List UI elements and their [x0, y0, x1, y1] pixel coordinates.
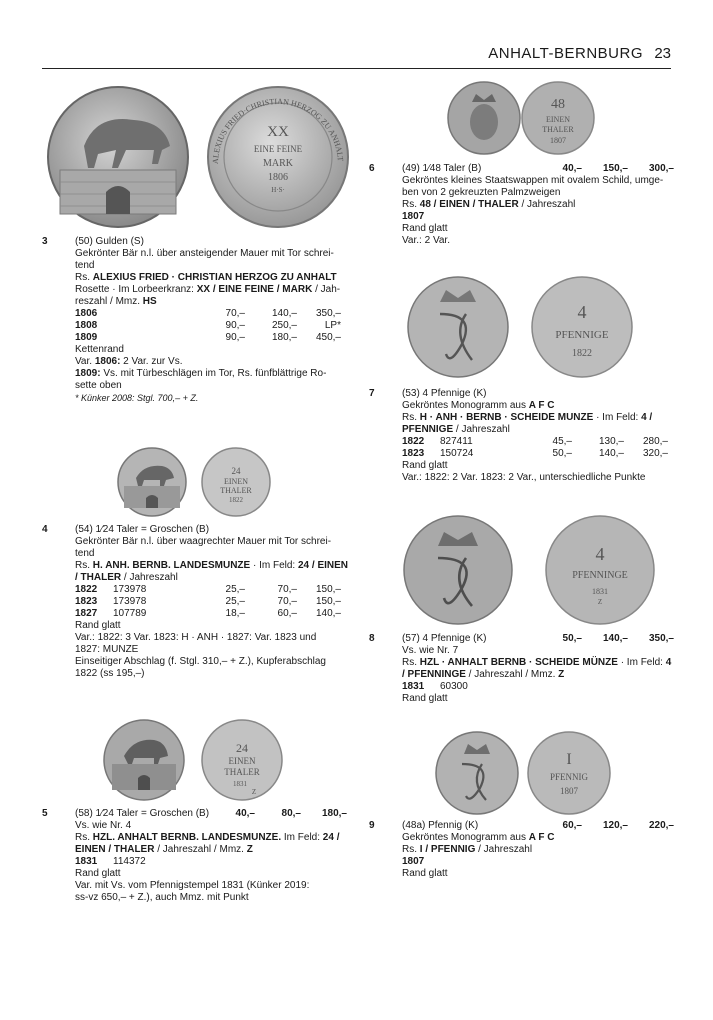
- coin-8-rev-line2: PFENNINGE: [572, 570, 628, 581]
- coin-3-image: [46, 84, 366, 232]
- coin-9-rev-value: I: [566, 751, 572, 768]
- entry-number: 8: [369, 633, 375, 644]
- coin-4-rev-line3: THALER: [220, 486, 252, 495]
- entry-number: 4: [42, 524, 48, 535]
- obverse-desc: Gekrönter Bär n.l. über waagrechter Mauer mit Tor schrei-: [75, 536, 332, 547]
- coin-3-reverse: [208, 87, 348, 227]
- coin-3-rev-value: XX: [267, 124, 289, 140]
- variant-note: 1809: Vs. mit Türbeschlägen im Tor, Rs. fünfblättrige Ro-: [75, 368, 327, 379]
- entry-number: 6: [369, 163, 375, 174]
- edge-desc: Rand glatt: [75, 620, 121, 631]
- variants: Var.: 2 Var.: [402, 235, 450, 246]
- reverse-legend: Rs. HZL · ANHALT BERNB · SCHEIDE MÜNZE · Im Feld: 4: [402, 657, 672, 668]
- reverse-legend: Rs. 48 / EINEN / THALER / Jahreszahl: [402, 199, 576, 210]
- coin-8-image: [402, 514, 664, 626]
- page-number: 23: [654, 45, 671, 62]
- header-rule: [42, 68, 671, 69]
- strike-note-cont: 1822 (ss 195,–): [75, 668, 145, 679]
- entry-header: (54) 1⁄24 Taler = Groschen (B): [75, 524, 210, 535]
- price-row: 1823 173978 25,– 70,– 150,–: [75, 596, 341, 607]
- edge-desc: Rand glatt: [402, 868, 448, 879]
- reverse-legend: Rs. HZL. ANHALT BERNB. LANDESMUNZE. Im Feld: 24 /: [75, 832, 340, 843]
- mintage-row: 1831 114372: [75, 856, 146, 867]
- coin-9-rev-year: 1807: [560, 786, 578, 796]
- entry-header-row: (57) 4 Pfennige (K) 50,– 140,– 350,–: [402, 633, 674, 644]
- variants-cont: ss-vz 650,– + Z.), auch Mmz. mit Punkt: [75, 892, 249, 903]
- coin-4-image: [116, 446, 276, 518]
- coin-4-rev-line2: EINEN: [224, 477, 248, 486]
- coin-4-rev-year: 1822: [229, 496, 243, 504]
- edge-desc: Rand glatt: [402, 223, 448, 234]
- reverse-desc-cont: reszahl / Mmz. HS: [75, 296, 157, 307]
- obverse-desc-cont: tend: [75, 260, 95, 271]
- entry-number: 3: [42, 236, 48, 247]
- coin-6-rev-line3: THALER: [542, 125, 574, 134]
- variants-cont: 1827: MUNZE: [75, 644, 139, 655]
- coin-8-rev-year: 1831: [592, 587, 608, 596]
- reverse-legend: Rs. H · ANH · BERNB · SCHEIDE MUNZE · Im Feld: 4 /: [402, 412, 653, 423]
- entry-header-row: (58) 1⁄24 Taler = Groschen (B) 40,– 80,– 180,–: [75, 808, 347, 819]
- coin-6-rev-value: 48: [551, 97, 565, 112]
- coin-3-rim-legend: ALEXIUS FRIED·CHRISTIAN HERZOG ZU ANHALT: [210, 96, 345, 165]
- coin-7-rev-value: 4: [577, 302, 587, 322]
- entry-number: 5: [42, 808, 48, 819]
- price-row: 1823 150724 50,– 140,– 320,–: [402, 448, 668, 459]
- coin-3-rev-year: 1806: [268, 172, 288, 183]
- coin-7-rev-line2: PFENNIGE: [555, 329, 609, 341]
- edge-desc: Rand glatt: [402, 693, 448, 704]
- reverse-legend: Rs. ALEXIUS FRIED · CHRISTIAN HERZOG ZU ANHALT: [75, 272, 337, 283]
- entry-number: 7: [369, 388, 375, 399]
- running-header-title: ANHALT-BERNBURG: [488, 45, 643, 62]
- entry-number: 9: [369, 820, 375, 831]
- coin-6-image: [446, 78, 596, 158]
- coin-7-image: [406, 274, 636, 380]
- price-row: 1806 70,– 140,– 350,–: [75, 308, 341, 319]
- coin-5-rev-mint: Z: [251, 788, 257, 796]
- variants: Var. 1806: 2 Var. zur Vs.: [75, 356, 183, 367]
- coin-8-rev-mint: Z: [597, 598, 603, 606]
- strike-note: Einseitiger Abschlag (f. Stgl. 310,– + Z.), Kupferabschlag: [75, 656, 326, 667]
- edge-desc: Rand glatt: [402, 460, 448, 471]
- coin-3-rev-line3: MARK: [262, 158, 294, 169]
- coin-8-rev-value: 4: [595, 544, 605, 564]
- obverse-ref: Vs. wie Nr. 7: [402, 645, 459, 656]
- edge-desc: Rand glatt: [75, 868, 121, 879]
- edge-desc: Kettenrand: [75, 344, 124, 355]
- coin-3-rev-line2: EINE FEINE: [253, 144, 303, 154]
- coin-5-rev-line3: THALER: [224, 767, 260, 777]
- obverse-ref: Vs. wie Nr. 4: [75, 820, 132, 831]
- coin-9-rev-line2: PFENNIG: [549, 772, 589, 782]
- year: 1807: [402, 211, 425, 222]
- variants: Var.: 1822: 2 Var. 1823: 2 Var., unterschiedliche Punkte: [402, 472, 646, 483]
- reverse-desc: PFENNIGE / Jahreszahl: [402, 424, 510, 435]
- variant-note-cont: sette oben: [75, 380, 122, 391]
- reverse-desc: Rosette · Im Lorbeerkranz: XX / EINE FEINE / MARK / Jah-: [75, 284, 341, 295]
- reverse-desc: EINEN / THALER / Jahreszahl / Mmz. Z: [75, 844, 253, 855]
- price-row: 1827 107789 18,– 60,– 140,–: [75, 608, 341, 619]
- coin-4-rev-value: 24: [231, 466, 241, 476]
- variants: Var. mit Vs. vom Pfennigstempel 1831 (Künker 2019:: [75, 880, 310, 891]
- obverse-desc: Gekröntes Monogramm aus A F C: [402, 400, 555, 411]
- coin-6-rev-line2: EINEN: [546, 115, 570, 124]
- obverse-desc-cont: tend: [75, 548, 95, 559]
- coin-5-image: [102, 718, 286, 802]
- reverse-desc: / THALER / Jahreszahl: [75, 572, 178, 583]
- entry-header: (50) Gulden (S): [75, 236, 144, 247]
- entry-header-row: (48a) Pfennig (K) 60,– 120,– 220,–: [402, 820, 674, 831]
- reverse-legend: Rs. I / PFENNIG / Jahreszahl: [402, 844, 533, 855]
- obverse-desc: Gekrönter Bär n.l. über ansteigender Mauer mit Tor schrei-: [75, 248, 334, 259]
- reverse-desc: / PFENNINGE / Jahreszahl / Mmz. Z: [402, 669, 565, 680]
- entry-header: (53) 4 Pfennige (K): [402, 388, 487, 399]
- obverse-desc: Gekröntes Monogramm aus A F C: [402, 832, 555, 843]
- footnote: * Künker 2008: Stgl. 700,– + Z.: [75, 393, 199, 403]
- price-row: 1808 90,– 250,– LP*: [75, 320, 341, 331]
- variants: Var.: 1822: 3 Var. 1823: H · ANH · 1827: Var. 1823 und: [75, 632, 317, 643]
- obverse-desc: Gekröntes kleines Staatswappen mit ovalem Schild, umge-: [402, 175, 664, 186]
- entry-header-row: (49) 1⁄48 Taler (B) 40,– 150,– 300,–: [402, 163, 674, 174]
- coin-7-rev-year: 1822: [572, 348, 592, 359]
- coin-5-rev-value: 24: [236, 741, 248, 755]
- coin-9-image: [434, 730, 614, 816]
- mintage-row: 1831 60300: [402, 681, 468, 692]
- reverse-legend: Rs. H. ANH. BERNB. LANDESMUNZE · Im Feld: 24 / EINEN: [75, 560, 349, 571]
- obverse-desc-cont: ben von 2 gekreuzten Palmzweigen: [402, 187, 561, 198]
- coin-5-rev-line2: EINEN: [228, 756, 256, 766]
- price-row: 1809 90,– 180,– 450,–: [75, 332, 341, 343]
- year: 1807: [402, 856, 425, 867]
- coin-3-rev-mint: H·S·: [271, 186, 285, 194]
- coin-5-rev-year: 1831: [233, 780, 247, 788]
- price-row: 1822 173978 25,– 70,– 150,–: [75, 584, 341, 595]
- coin-6-rev-year: 1807: [550, 136, 566, 145]
- price-row: 1822 827411 45,– 130,– 280,–: [402, 436, 668, 447]
